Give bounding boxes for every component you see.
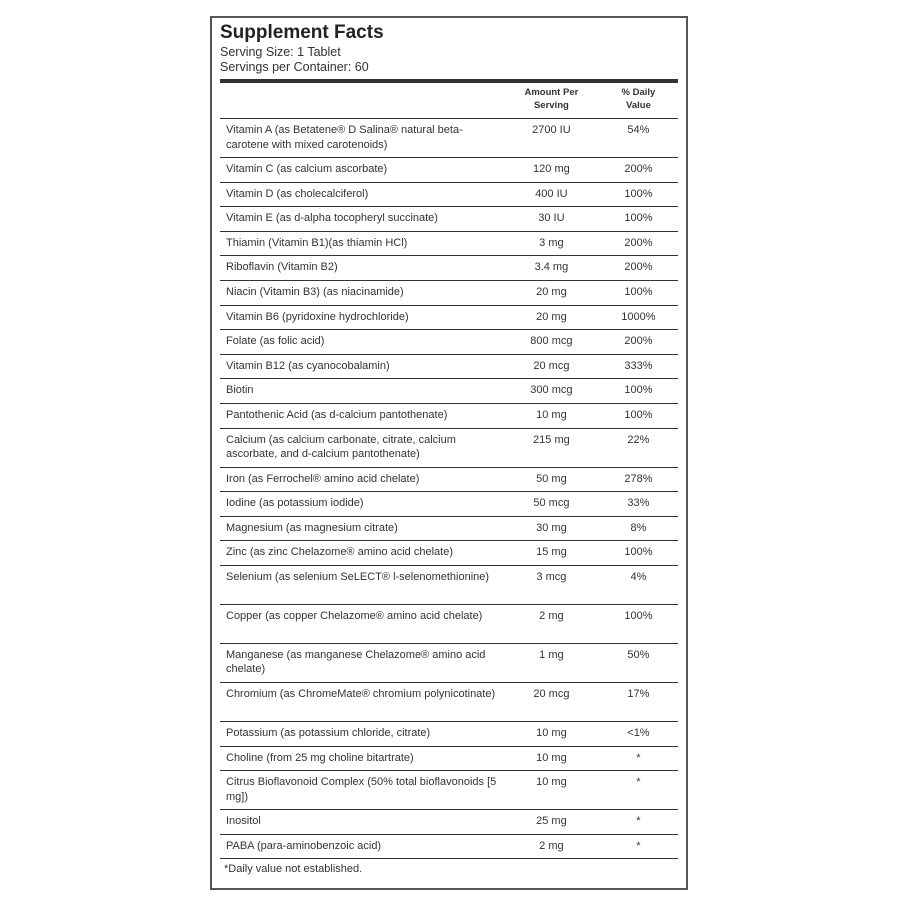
nutrient-amount: 400 IU — [535, 187, 568, 200]
nutrient-name: Vitamin C (as calcium ascorbate) — [226, 163, 388, 175]
nutrient-daily-value: 17% — [627, 687, 650, 700]
nutrient-name: Inositol — [226, 815, 261, 828]
table-row — [220, 119, 678, 158]
table-row — [220, 355, 678, 380]
nutrient-name: Copper (as copper Chelazome® amino acid chelate) — [226, 609, 483, 622]
table-row — [220, 835, 678, 860]
nutrient-daily-value: 8% — [630, 521, 647, 534]
nutrient-amount: 20 mg — [536, 310, 567, 323]
nutrient-daily-value: 100% — [624, 546, 653, 559]
nutrient-amount: 25 mg — [536, 815, 567, 828]
nutrient-daily-value: * — [636, 815, 641, 828]
nutrient-name: Vitamin A (as Betatene® D Salina® natural beta-carotene with mixed carotenoids) — [226, 124, 463, 151]
table-row — [220, 158, 678, 183]
nutrient-amount: 2 mg — [539, 609, 564, 622]
nutrient-amount: 20 mcg — [533, 359, 570, 372]
nutrient-daily-value: * — [636, 751, 641, 764]
column-header-row — [220, 83, 678, 119]
nutrient-daily-value: 100% — [624, 285, 653, 298]
nutrient-name: Vitamin B12 (as cyanocobalamin) — [226, 359, 390, 372]
nutrient-amount: 3 mg — [539, 236, 564, 249]
header-dv-line1: % Daily — [621, 87, 656, 98]
serving-size: Serving Size: 1 Tablet — [220, 45, 341, 59]
table-row — [220, 722, 678, 747]
table-row — [220, 771, 678, 810]
header-amount-line2: Serving — [533, 100, 569, 111]
nutrient-amount: 120 mg — [533, 163, 570, 175]
nutrient-amount: 50 mg — [536, 472, 567, 485]
nutrient-amount: 30 IU — [538, 212, 565, 225]
nutrient-name: Iron (as Ferrochel® amino acid chelate) — [226, 472, 420, 485]
nutrient-daily-value: 278% — [624, 472, 653, 485]
table-row — [220, 281, 678, 306]
table-row — [220, 517, 678, 542]
nutrient-daily-value: 200% — [624, 163, 653, 175]
nutrient-amount: 2700 IU — [532, 124, 571, 136]
nutrient-table — [220, 119, 678, 859]
nutrient-daily-value: 100% — [624, 408, 653, 421]
nutrient-name: Riboflavin (Vitamin B2) — [226, 261, 338, 274]
nutrient-daily-value: 22% — [627, 433, 650, 446]
table-row — [220, 644, 678, 683]
nutrient-daily-value: 200% — [624, 335, 653, 348]
nutrient-amount: 20 mg — [536, 285, 567, 298]
nutrient-amount: 10 mg — [536, 408, 567, 421]
footnote: *Daily value not established. — [224, 863, 363, 876]
nutrient-name: Selenium (as selenium SeLECT® l-selenomethionine) — [226, 570, 490, 583]
table-row — [220, 306, 678, 331]
nutrient-name: Choline (from 25 mg choline bitartrate) — [226, 751, 414, 764]
nutrient-name: Biotin — [226, 384, 254, 397]
nutrient-name: Niacin (Vitamin B3) (as niacinamide) — [226, 285, 404, 298]
nutrient-daily-value: * — [636, 839, 641, 852]
nutrient-name: Thiamin (Vitamin B1)(as thiamin HCl) — [226, 236, 408, 249]
nutrient-name: Folate (as folic acid) — [226, 335, 325, 348]
table-row — [220, 566, 678, 605]
nutrient-name: Manganese (as manganese Chelazome® amino acid chelate) — [226, 648, 486, 676]
header-amount-line1: Amount Per — [524, 87, 579, 98]
table-row — [220, 541, 678, 566]
supplement-facts-panel — [210, 16, 688, 890]
nutrient-name: Iodine (as potassium iodide) — [226, 497, 364, 510]
nutrient-name: Magnesium (as magnesium citrate) — [226, 521, 398, 534]
table-row — [220, 810, 678, 835]
table-row — [220, 207, 678, 232]
nutrient-daily-value: 100% — [624, 212, 653, 225]
nutrient-name: Potassium (as potassium chloride, citrate) — [226, 726, 431, 739]
nutrient-daily-value: 4% — [630, 570, 647, 583]
nutrient-amount: 10 mg — [536, 776, 567, 789]
table-row — [220, 468, 678, 493]
table-row — [220, 232, 678, 257]
table-row — [220, 429, 678, 468]
nutrient-amount: 15 mg — [536, 546, 567, 559]
nutrient-amount: 20 mcg — [533, 687, 570, 700]
panel-title: Supplement Facts — [220, 22, 384, 43]
nutrient-name: Vitamin D (as cholecalciferol) — [226, 187, 369, 200]
nutrient-daily-value: 200% — [624, 236, 653, 249]
table-row — [220, 330, 678, 355]
table-row — [220, 256, 678, 281]
nutrient-daily-value: 100% — [624, 384, 653, 397]
nutrient-daily-value: 100% — [624, 609, 653, 622]
nutrient-amount: 3.4 mg — [534, 261, 569, 274]
table-row — [220, 183, 678, 208]
nutrient-daily-value: <1% — [627, 726, 650, 739]
nutrient-name: Citrus Bioflavonoid Complex (50% total bioflavonoids [5 mg]) — [226, 776, 497, 803]
nutrient-name: Chromium (as ChromeMate® chromium polynicotinate) — [226, 687, 496, 700]
nutrient-amount: 2 mg — [539, 839, 564, 852]
nutrient-amount: 10 mg — [536, 751, 567, 764]
nutrient-daily-value: 33% — [627, 497, 650, 510]
nutrient-daily-value: 1000% — [621, 310, 656, 323]
nutrient-name: Vitamin E (as d-alpha tocopheryl succinate) — [226, 212, 438, 225]
nutrient-name: Vitamin B6 (pyridoxine hydrochloride) — [226, 310, 409, 323]
nutrient-amount: 50 mcg — [533, 497, 570, 510]
nutrient-daily-value: 100% — [624, 187, 653, 200]
nutrient-amount: 1 mg — [539, 648, 564, 661]
table-row — [220, 605, 678, 644]
nutrient-daily-value: * — [636, 776, 641, 789]
nutrient-name: PABA (para-aminobenzoic acid) — [226, 839, 382, 852]
nutrient-name: Pantothenic Acid (as d-calcium pantothenate) — [226, 408, 448, 421]
table-row — [220, 747, 678, 772]
nutrient-amount: 30 mg — [536, 521, 567, 534]
nutrient-name: Zinc (as zinc Chelazome® amino acid chelate) — [226, 546, 453, 559]
nutrient-daily-value: 333% — [624, 359, 653, 372]
header-daily-value — [599, 86, 678, 112]
table-row — [220, 492, 678, 517]
nutrient-name: Calcium (as calcium carbonate, citrate, calcium ascorbate, and d-calcium pantothenate) — [226, 433, 456, 461]
servings-per-container: Servings per Container: 60 — [220, 60, 369, 74]
nutrient-amount: 10 mg — [536, 726, 567, 739]
table-row — [220, 683, 678, 722]
header-dv-line2: Value — [626, 100, 651, 111]
nutrient-daily-value: 54% — [627, 124, 650, 136]
nutrient-amount: 800 mcg — [530, 335, 573, 348]
nutrient-amount: 215 mg — [533, 433, 570, 446]
nutrient-daily-value: 200% — [624, 261, 653, 274]
table-row — [220, 404, 678, 429]
nutrient-amount: 3 mcg — [536, 570, 567, 583]
table-row — [220, 379, 678, 404]
header-amount-per-serving — [504, 86, 599, 112]
nutrient-amount: 300 mcg — [530, 384, 573, 397]
nutrient-daily-value: 50% — [627, 648, 650, 661]
